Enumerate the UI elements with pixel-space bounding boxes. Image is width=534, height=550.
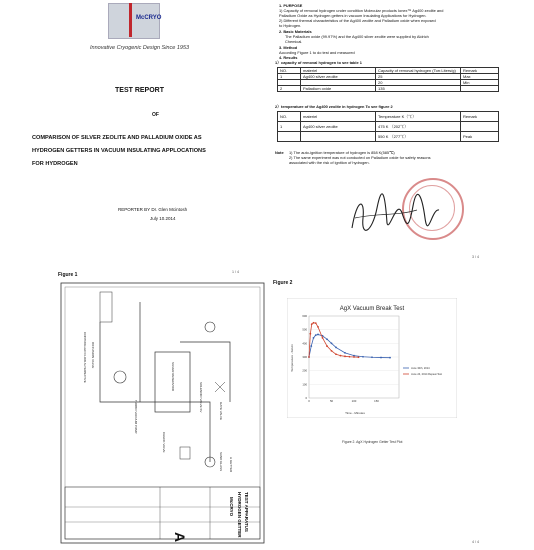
figure2-label: Figure 2 — [273, 280, 293, 286]
table-cell — [301, 132, 376, 142]
table-header: Capacity of removal hydrogen (Torr.Liters/g) — [376, 68, 461, 74]
sec1-item-2b: to Hydrogen. — [279, 23, 302, 28]
data-point — [331, 350, 333, 352]
component-label: TURBO VACUUM PUMP — [134, 400, 138, 434]
data-point — [322, 337, 324, 339]
sec3-line: According Figure 1 to do test and measured — [279, 50, 355, 55]
table-row — [278, 68, 499, 74]
table-cell: 475 K （202℃） — [376, 122, 461, 132]
table-cell: 1 — [278, 74, 301, 80]
note-1: 1) The auto-ignition temperature of hydrogen is 858 K(585℃) — [289, 150, 395, 155]
sec1-title: 1. PURPOSE — [279, 3, 303, 8]
component-label: SILVER RESERVOIR — [171, 362, 175, 391]
logo-bar — [129, 3, 132, 37]
y-tick-label: 400 — [302, 341, 307, 346]
component-label: CONTROLLED FLOW ALTERNATIVE — [83, 332, 87, 383]
results-page — [267, 0, 534, 262]
note-2: 2) The same experiment was not conducted on Palladium oxide for safety reasons — [289, 155, 431, 160]
component-label: SOLENOID VALVE SV — [199, 382, 203, 413]
chart-title: AgX Vacuum Break Test — [339, 306, 405, 312]
sheet-size: A — [172, 532, 188, 543]
titleblock-sub: TEST APPARATUS — [244, 492, 249, 532]
table-2 — [277, 111, 499, 142]
data-point — [326, 345, 328, 347]
table-cell: 135 — [376, 86, 461, 92]
table-header: Remark — [461, 112, 499, 122]
y-tick-label: 500 — [302, 327, 307, 332]
x-axis-label: Time - Minutes — [345, 411, 365, 415]
data-point — [362, 356, 364, 358]
vacuum-break-chart — [287, 298, 457, 418]
data-point — [313, 337, 315, 339]
figure1-corner: 1 / 4 — [232, 270, 239, 274]
page-number: 3 / 4 — [472, 255, 479, 259]
data-point — [313, 322, 315, 324]
data-point — [331, 342, 333, 344]
reporter: REPORTER BY Dr. Glen Mcintosh — [118, 207, 188, 212]
signature — [347, 188, 442, 238]
data-point — [349, 356, 351, 358]
data-point — [317, 326, 319, 328]
y-tick-label: 200 — [302, 368, 307, 373]
company-logo — [108, 3, 160, 39]
x-tick-label: 50 — [329, 399, 334, 403]
note-2b: associated with the risk of ignition of hydrogen. — [289, 160, 370, 165]
data-point — [335, 353, 337, 355]
table-header: materiel — [301, 68, 376, 74]
data-point — [309, 333, 311, 335]
titleblock-company: McCRYO — [229, 497, 234, 517]
logo-text: McCRYO — [136, 15, 162, 21]
table-cell: 20 — [376, 80, 461, 86]
sec1-item-1b: Palladium Oxide as Hydrogen getters in vacuum Insulating Applications for Hydrogen. — [279, 13, 427, 18]
table-cell: 1 — [278, 122, 301, 132]
subject-line-1: COMPARISON OF SILVER ZEOLITE AND PALLADIUM OXIDE AS — [32, 135, 202, 141]
data-point — [344, 355, 346, 357]
table-cell: 550 K （277℃） — [376, 132, 461, 142]
data-point — [340, 355, 342, 357]
figure1-page — [0, 268, 267, 550]
x-tick-label: 0 — [308, 399, 310, 403]
cover-page — [0, 0, 267, 262]
x-tick-label: 100 — [351, 399, 357, 403]
x-tick-label: 150 — [374, 399, 379, 403]
table-cell: Max — [461, 74, 499, 80]
table2-title: 2）temperature of the Ag400 zeolite in hydrogen To see figure 2 — [275, 104, 393, 109]
component-label: CHECK VALVE — [162, 432, 166, 453]
table-cell: Ag400 silver zeolite — [301, 74, 376, 80]
sec2-line-1: The Palladium oxide (99.97%) and the Ag400 silver zeolite were supplied by Aldrich — [285, 34, 429, 39]
table-header: NO. — [278, 68, 301, 74]
figure2-caption: Figure 2. AgX Hydrogen Getter Test Plot — [342, 440, 403, 444]
report-date: July 10.2014 — [150, 216, 176, 221]
data-point — [335, 347, 337, 349]
data-point — [371, 356, 373, 358]
table-cell: Min — [461, 80, 499, 86]
data-point — [358, 356, 360, 358]
data-point — [380, 357, 382, 359]
figure1-label: Figure 1 — [58, 272, 78, 278]
sec2-line-2: Chemical. — [285, 39, 303, 44]
sec1-item-1: 1) Capacity of removal hydrogen under condition Molecular products Ionex™ Ag400 zeolite and — [279, 8, 444, 13]
data-point — [326, 338, 328, 340]
note-label: Note — [275, 150, 284, 155]
table-header: Remark — [461, 68, 499, 74]
data-point — [308, 356, 310, 358]
data-point — [353, 356, 355, 358]
component-label: DIFFUSION VALVE — [91, 342, 95, 369]
data-point — [344, 352, 346, 354]
table-cell — [461, 86, 499, 92]
y-tick-label: 100 — [302, 382, 307, 387]
y-tick-label: 600 — [302, 314, 307, 318]
table-cell — [278, 132, 301, 142]
legend-entry: June 30th, 2014 — [411, 367, 430, 370]
sec3-title: 3. Method — [279, 45, 298, 50]
apparatus-schematic — [60, 282, 265, 544]
report-title: TEST REPORT — [115, 87, 165, 94]
data-point — [315, 334, 317, 336]
sec1-item-2: 2) Different thermal characteristics of the Ag400 zeolite and Palladium oxide when exposed — [279, 18, 436, 23]
data-point — [315, 322, 317, 324]
y-axis-label: Temperature - Kelvin — [290, 344, 294, 372]
component-label: SAND GLASS — [219, 452, 223, 472]
table-cell: 25 — [376, 74, 461, 80]
of-label: OF — [152, 112, 159, 118]
tagline: Innovative Cryogenic Design Since 1953 — [90, 45, 190, 51]
table-cell — [461, 122, 499, 132]
data-point — [310, 345, 312, 347]
table-cell: 2 — [278, 86, 301, 92]
table-row — [278, 122, 499, 132]
subject-line-3: FOR HYDROGEN — [32, 161, 78, 167]
figure2-page — [267, 268, 534, 550]
table-cell: Ag400 silver zeolite — [301, 122, 376, 132]
y-tick-label: 300 — [302, 355, 307, 359]
page-number: 4 / 4 — [472, 540, 479, 544]
legend-entry: June 24, 2014 Repeat Test — [411, 373, 442, 376]
table-1 — [277, 67, 499, 92]
sec4-title: 4. Results — [279, 55, 298, 60]
table-header: materiel — [301, 112, 376, 122]
component-label: H GETTER — [229, 457, 233, 473]
y-tick-label: 0 — [305, 396, 307, 400]
data-point — [317, 334, 319, 336]
component-label: GATE VALVE — [219, 402, 223, 421]
subject-line-2: HYDROGEN GETTERS IN VACUUM INSULATING APPLOCATIONS — [32, 148, 206, 154]
table-row — [278, 112, 499, 122]
table-cell: Peak — [461, 132, 499, 142]
table-header: Temperature K（℃） — [376, 112, 461, 122]
table-row — [278, 86, 499, 92]
data-point — [311, 323, 313, 325]
table1-title: 1）capacity of removal hydrogen to see table 1 — [275, 60, 362, 65]
data-point — [389, 357, 391, 359]
titleblock-name: HYDROGEN GETTER — [237, 492, 242, 538]
table-header: NO. — [278, 112, 301, 122]
table-cell: Palladium oxide — [301, 86, 376, 92]
sec2-title: 2. Basic Materials — [279, 29, 312, 34]
table-row — [278, 132, 499, 142]
